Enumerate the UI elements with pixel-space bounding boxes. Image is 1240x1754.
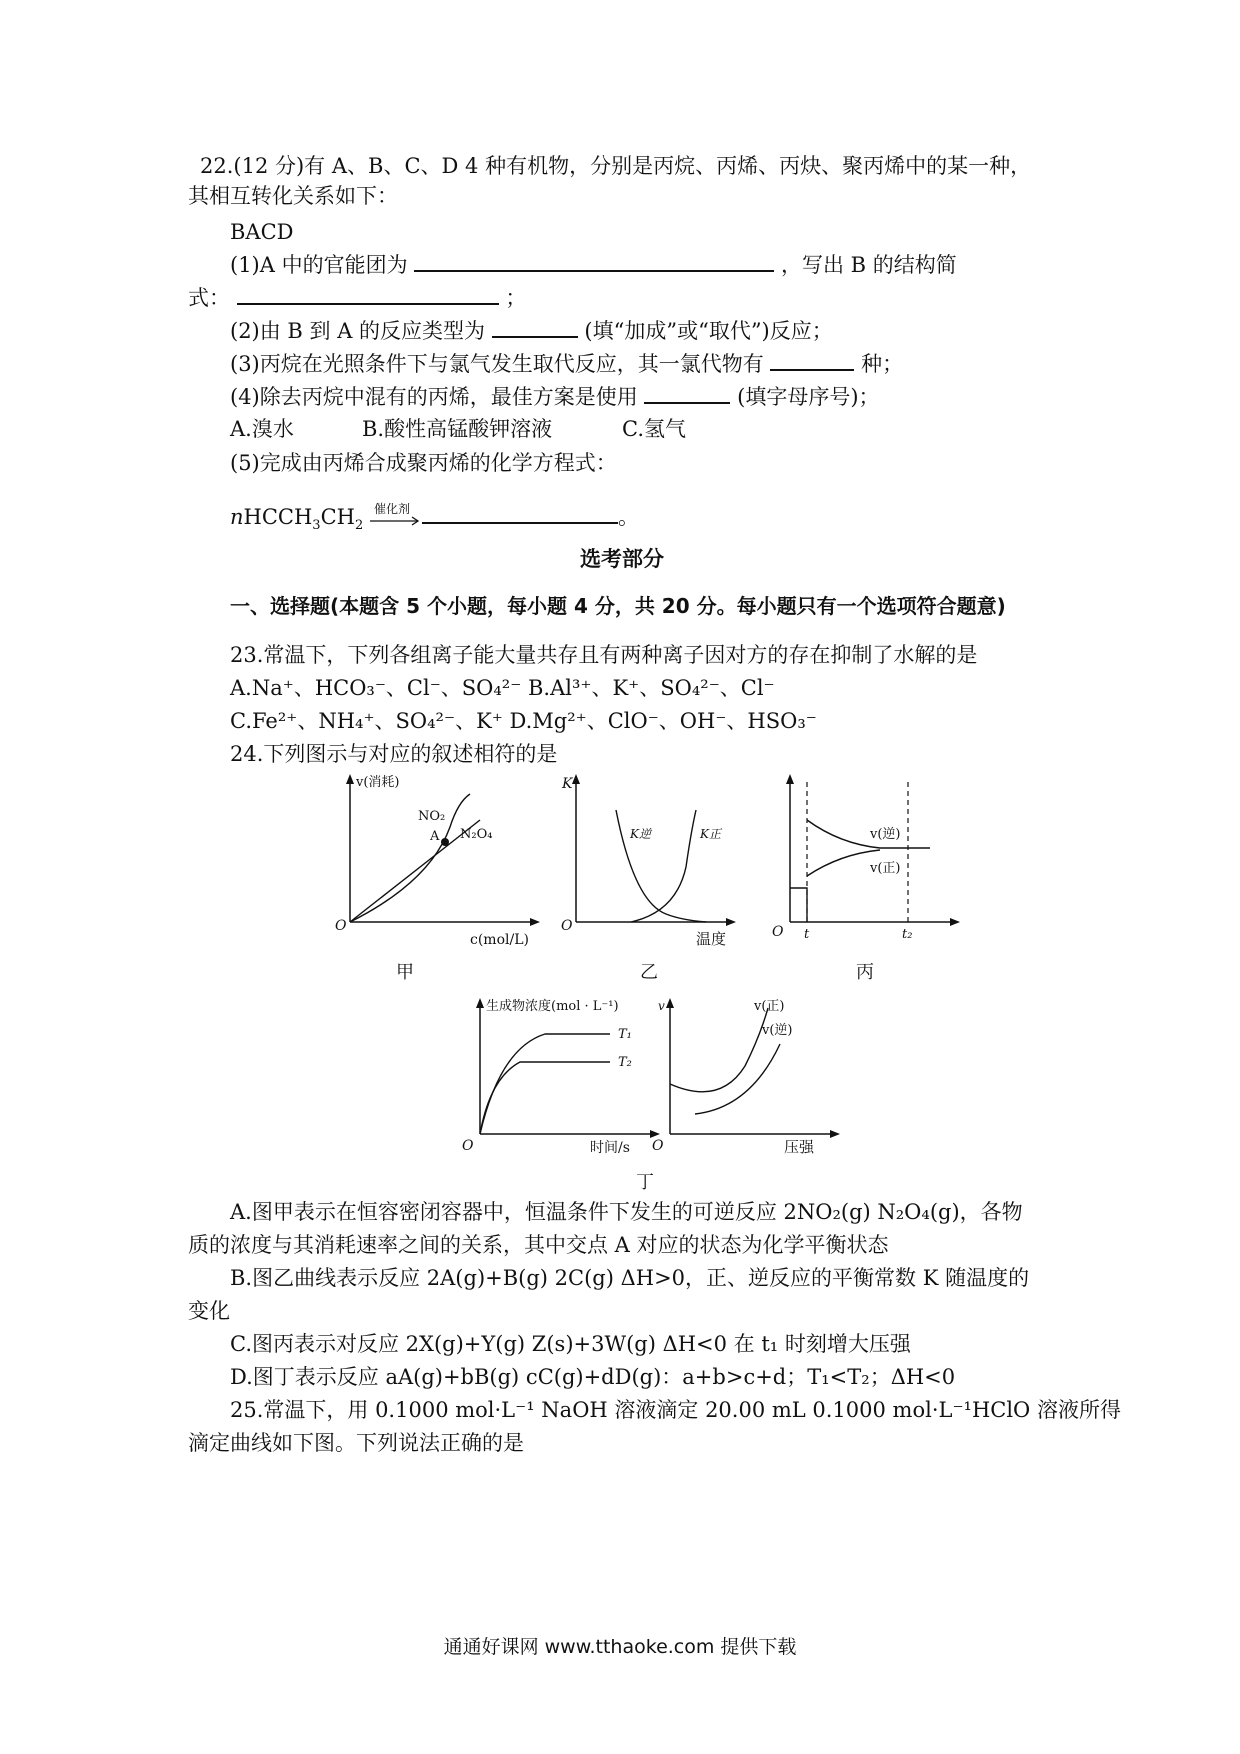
ding-a-x-label: 时间/s <box>590 1140 630 1156</box>
ding-a-label-t2: T₂ <box>618 1055 632 1070</box>
bing-y-arrow <box>786 774 794 784</box>
jia-x-label: c(mol/L) <box>470 932 529 948</box>
q22-part1-text-b: ，写出 B 的结构简 <box>780 253 957 277</box>
bing-label-t2: t₂ <box>902 927 913 942</box>
q22-part4 <box>230 382 880 411</box>
q22-part1 <box>230 250 957 279</box>
ding-a-curve-t1 <box>480 1034 610 1134</box>
yi-y-arrow <box>572 774 580 784</box>
q22-chain: BACD <box>230 220 294 244</box>
q24-option-a-line1: A.图甲表示在恒容密闭容器中，恒温条件下发生的可逆反应 2NO₂(g) N₂O₄(g)，各物 <box>230 1200 1023 1224</box>
q22-part3 <box>230 349 903 378</box>
reaction-arrow-icon <box>370 511 422 531</box>
q22-part4-text-a: (4)除去丙烷中混有的丙烯，最佳方案是使用 <box>230 385 638 409</box>
q23-options-ab: A.Na⁺、HCO₃⁻、Cl⁻、SO₄²⁻ B.Al³⁺、K⁺、SO₄²⁻、Cl⁻ <box>230 676 775 700</box>
q22-eq-n: n <box>230 505 244 529</box>
q22-part3-text-b: 种； <box>861 352 904 376</box>
ding-b-y-arrow <box>666 998 674 1008</box>
bing-curve-v-reverse <box>807 820 930 848</box>
jia-x-arrow <box>530 918 540 926</box>
ding-b-y-label: v <box>658 999 665 1013</box>
q22-option-a: A.溴水 <box>230 417 294 441</box>
q22-part2-text-b: (填“加成”或“取代”)反应； <box>584 319 833 343</box>
ding-b-x-label: 压强 <box>784 1138 815 1156</box>
q22-part1-text-c: 式： <box>188 286 230 310</box>
figure-ding-concentration <box>460 996 660 1156</box>
q22-option-b: B.酸性高锰酸钾溶液 <box>362 417 553 441</box>
q22-part1-text-d: ； <box>505 286 527 310</box>
q22-eq-arrow <box>370 501 422 529</box>
jia-label-n2o4: N₂O₄ <box>460 827 493 842</box>
section-title: 选考部分 <box>580 547 664 571</box>
q22-equation-blank[interactable] <box>422 502 618 524</box>
q22-part4-text-b: (填字母序号)； <box>737 385 880 409</box>
bing-x-arrow <box>950 918 960 926</box>
caption-yi: 乙 <box>640 962 658 983</box>
bing-initial-rate <box>790 888 807 922</box>
caption-ding: 丁 <box>636 1172 654 1193</box>
q25-line1: 25.常温下，用 0.1000 mol·L⁻¹ NaOH 溶液滴定 20.00 mL 0.1000 mol·L⁻¹HClO 溶液所得 <box>230 1398 1121 1422</box>
q22-eq-sub3: 3 <box>312 518 321 534</box>
q22-intro-line2: 其相互转化关系如下： <box>188 184 398 208</box>
q22-part1-cont <box>188 283 526 312</box>
jia-curve-no2 <box>350 794 470 922</box>
ding-b-x-arrow <box>830 1130 840 1138</box>
q24-option-b-line1: B.图乙曲线表示反应 2A(g)+B(g) 2C(g) ΔH>0，正、逆反应的平衡常数 K 随温度的 <box>230 1266 1030 1290</box>
q24-option-a-line2: 质的浓度与其消耗速率之间的关系，其中交点 A 对应的状态为化学平衡状态 <box>188 1233 889 1257</box>
ding-a-y-arrow <box>476 998 484 1008</box>
q23-options-cd: C.Fe²⁺、NH₄⁺、SO₄²⁻、K⁺ D.Mg²⁺、ClO⁻、OH⁻、HSO₃⁻ <box>230 709 817 733</box>
q22-eq-sub2: 2 <box>354 518 364 534</box>
bing-origin: O <box>772 924 784 940</box>
jia-point-a <box>441 838 449 846</box>
ding-b-origin: O <box>652 1138 664 1154</box>
q24-stem: 24.下列图示与对应的叙述相符的是 <box>230 742 558 766</box>
q22-part5: (5)完成由丙烯合成聚丙烯的化学方程式： <box>230 451 617 475</box>
q22-option-c: C.氢气 <box>622 417 686 441</box>
q22-equation <box>230 501 639 534</box>
yi-label-k-reverse: K逆 <box>630 827 651 841</box>
q24-option-c: C.图丙表示对反应 2X(g)+Y(g) Z(s)+3W(g) ΔH<0 在 t₁ 时刻增大压强 <box>230 1332 911 1356</box>
q22-part2-blank[interactable] <box>492 316 578 338</box>
q22-eq-ch: CH <box>320 505 355 529</box>
yi-x-label: 温度 <box>696 930 727 948</box>
ding-a-label-t1: T₁ <box>618 1027 632 1042</box>
q22-catalyst-label: 催化剂 <box>373 501 410 516</box>
q22-part1-blank1[interactable] <box>414 250 774 272</box>
section-heading: 一、选择题(本题含 5 个小题，每小题 4 分，共 20 分。每小题只有一个选项符合题意) <box>230 594 1006 618</box>
figure-bing <box>770 772 960 952</box>
q24-option-b-line2: 变化 <box>188 1299 230 1323</box>
q22-part3-blank[interactable] <box>770 349 854 371</box>
figure-jia <box>330 772 540 952</box>
jia-y-label: v(消耗) <box>356 775 400 790</box>
yi-label-k-forward: K正 <box>700 827 721 841</box>
jia-label-a: A <box>430 829 440 844</box>
jia-label-no2: NO₂ <box>418 809 446 824</box>
bing-label-v-reverse: v(逆) <box>870 827 901 842</box>
q24-option-d: D.图丁表示反应 aA(g)+bB(g) cC(g)+dD(g)：a+b>c+d；T₁<T₂；ΔH<0 <box>230 1365 956 1389</box>
jia-origin: O <box>335 918 347 934</box>
ding-b-label-v-reverse: v(逆) <box>762 1023 793 1038</box>
ding-b-curve-v-reverse <box>695 1044 780 1114</box>
bing-label-t1: t <box>804 927 810 942</box>
q25-line2: 滴定曲线如下图。下列说法正确的是 <box>188 1431 524 1455</box>
figure-ding-pressure <box>650 996 840 1156</box>
q22-intro-line1: 22.(12 分)有 A、B、C、D 4 种有机物，分别是丙烷、丙烯、丙炔、聚丙烯中的某一种， <box>200 154 1032 178</box>
bing-label-v-forward: v(正) <box>870 861 901 876</box>
yi-origin: O <box>561 918 573 934</box>
ding-b-curve-v-forward <box>670 1008 768 1092</box>
q22-part2 <box>230 316 833 345</box>
yi-y-label: K <box>562 776 573 792</box>
q22-part2-text-a: (2)由 B 到 A 的反应类型为 <box>230 319 486 343</box>
ding-a-origin: O <box>462 1138 474 1154</box>
caption-bing: 丙 <box>856 962 874 983</box>
yi-x-arrow <box>726 918 736 926</box>
figure-yi <box>556 772 736 952</box>
q22-part4-blank[interactable] <box>644 382 730 404</box>
ding-b-label-v-forward: v(正) <box>754 999 785 1014</box>
page-footer: 通通好课网 www.tthaoke.com 提供下载 <box>443 1636 797 1658</box>
q23-stem: 23.常温下，下列各组离子能大量共存且有两种离子因对方的存在抑制了水解的是 <box>230 643 978 667</box>
ding-a-curve-t2 <box>480 1062 610 1134</box>
q22-part1-text-a: (1)A 中的官能团为 <box>230 253 408 277</box>
q22-part3-text-a: (3)丙烷在光照条件下与氯气发生取代反应，其一氯代物有 <box>230 352 764 376</box>
q22-eq-formula: HCCH <box>243 505 313 529</box>
jia-y-arrow <box>346 774 354 784</box>
caption-jia: 甲 <box>396 962 414 983</box>
q22-eq-end: 。 <box>617 505 639 529</box>
q22-part1-blank2[interactable] <box>237 283 499 305</box>
ding-a-y-label: 生成物浓度(mol · L⁻¹) <box>486 999 619 1014</box>
